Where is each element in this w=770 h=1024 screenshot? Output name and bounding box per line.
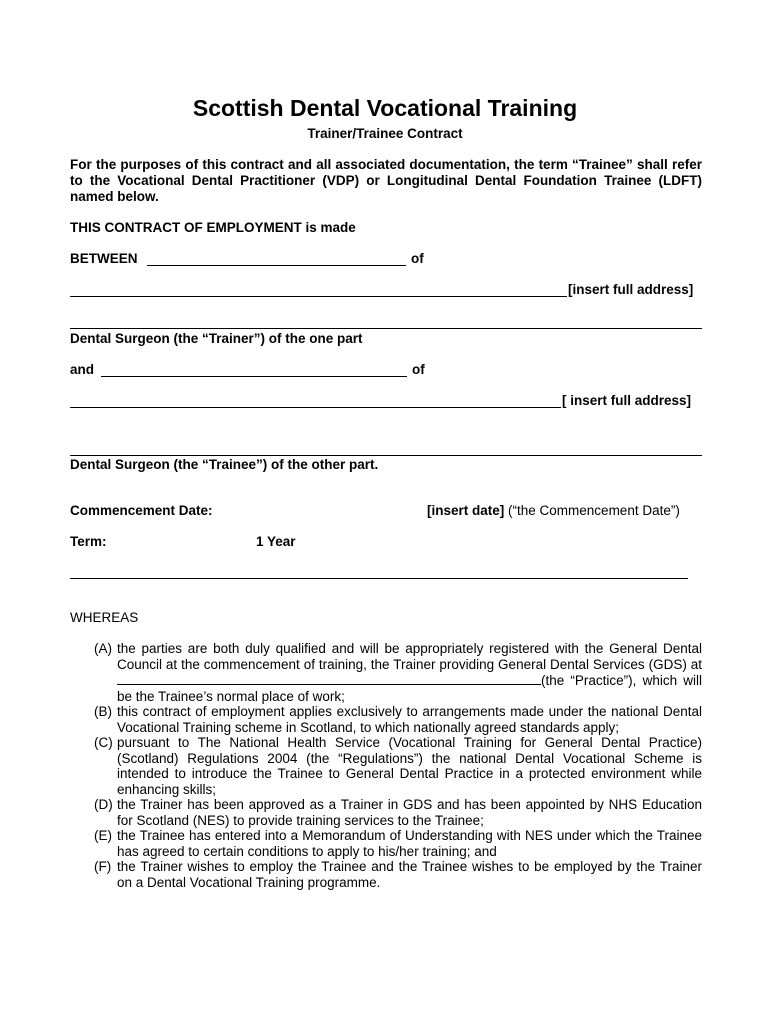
trainee-part-line: Dental Surgeon (the “Trainee”) of the other part.	[70, 457, 379, 472]
and-label: and	[70, 362, 95, 377]
trainee-address-blank	[70, 407, 561, 408]
trainee-name-blank	[101, 376, 407, 377]
recital-d	[94, 797, 702, 828]
separator-rule-2	[70, 455, 702, 456]
recital-c-text: pursuant to The National Health Service (Vocational Training for General Dental Practice) (Scotland) Regulations 2004 (the “Regulations”) the national Dental Vocational Scheme is intended to introduce the Trainee to General Dental Practice in a protected environment while enhancing skills;	[117, 735, 702, 797]
recitals-list	[94, 641, 702, 890]
commencement-value	[427, 503, 680, 518]
recital-e	[94, 828, 702, 859]
recital-a	[94, 641, 702, 704]
term-value: 1 Year	[256, 534, 296, 549]
recital-a-text-after: (the “Practice”), which will be the Trainee’s normal place of work;	[117, 673, 702, 704]
practice-address-blank	[117, 672, 541, 685]
recital-marker: (C)	[94, 735, 113, 750]
commencement-label: Commencement Date:	[70, 503, 213, 518]
separator-rule-1	[70, 328, 702, 329]
recital-marker: (D)	[94, 797, 113, 812]
between-label: BETWEEN	[70, 251, 138, 266]
recital-marker: (A)	[94, 641, 112, 656]
trainer-name-blank	[147, 265, 406, 266]
contract-made-line: THIS CONTRACT OF EMPLOYMENT is made	[70, 220, 356, 235]
recital-marker: (B)	[94, 704, 112, 719]
recital-marker: (E)	[94, 828, 112, 843]
trainer-address-blank	[70, 296, 567, 297]
separator-rule-3	[70, 578, 688, 579]
commencement-suffix: (“the Commencement Date”)	[508, 503, 680, 518]
insert-address-trainee: [ insert full address]	[562, 393, 692, 408]
recital-f	[94, 859, 702, 890]
trainer-part-line: Dental Surgeon (the “Trainer”) of the one part	[70, 331, 363, 346]
recital-a-text-before: the parties are both duly qualified and will be appropriately registered with the General Dental Council at the commencement of training, the Trainer providing General Dental Services (GDS) at	[117, 641, 702, 672]
intro-paragraph: For the purposes of this contract and all associated documentation, the term “Trainee” shall refer to the Vocational Dental Practitioner (VDP) or Longitudinal Dental Foundation Trainee (LDFT) named below.	[70, 157, 702, 204]
recital-b-text: this contract of employment applies exclusively to arrangements made under the national Dental Vocational Training scheme in Scotland, to which nationally agreed standards apply;	[117, 704, 702, 735]
document-title: Scottish Dental Vocational Training	[192, 95, 578, 121]
document-subtitle: Trainer/Trainee Contract	[307, 126, 463, 141]
recital-d-text: the Trainer has been approved as a Trainer in GDS and has been appointed by NHS Education for Scotland (NES) to provide training services to the Trainee;	[117, 797, 702, 828]
recital-c	[94, 735, 702, 797]
whereas-heading: WHEREAS	[70, 610, 139, 625]
insert-date-placeholder: [insert date]	[427, 503, 505, 518]
of-label-trainer: of	[411, 251, 424, 266]
insert-address-trainer: [insert full address]	[568, 282, 694, 297]
recital-marker: (F)	[94, 859, 112, 874]
recital-b	[94, 704, 702, 735]
of-label-trainee: of	[412, 362, 425, 377]
recital-f-text: the Trainer wishes to employ the Trainee and the Trainee wishes to be employed by the Trainer on a Dental Vocational Training programme.	[117, 859, 702, 890]
recital-e-text: the Trainee has entered into a Memorandum of Understanding with NES under which the Trainee has agreed to certain conditions to apply to his/her training; and	[117, 828, 702, 859]
term-label: Term:	[70, 534, 107, 549]
